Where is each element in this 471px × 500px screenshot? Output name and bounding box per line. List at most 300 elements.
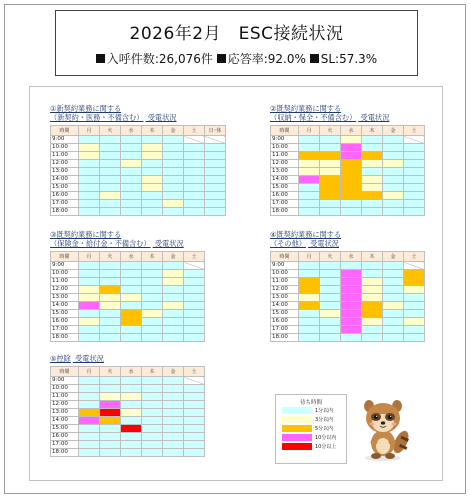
- wait-cell: [299, 318, 320, 326]
- wait-cell: [299, 208, 320, 216]
- wait-cell: [205, 208, 226, 216]
- time-cell: 13:00: [51, 409, 79, 417]
- section-deduction: [50, 354, 205, 457]
- column-header-day: 月: [79, 252, 100, 262]
- wait-cell: [79, 152, 100, 160]
- wait-cell: [100, 208, 121, 216]
- column-header-day: 土: [184, 126, 205, 136]
- wait-cell: [79, 318, 100, 326]
- time-cell: 17:00: [271, 200, 299, 208]
- table-row: [51, 377, 205, 385]
- wait-cell: [362, 144, 383, 152]
- table-row: [51, 302, 205, 310]
- wait-cell: [79, 409, 100, 417]
- wait-cell: [341, 310, 362, 318]
- wait-cell: [163, 449, 184, 457]
- legend-label: 1分以内: [315, 408, 334, 414]
- wait-cell: [299, 294, 320, 302]
- wait-cell: [163, 192, 184, 200]
- wait-cell: [404, 294, 425, 302]
- wait-cell: [383, 318, 404, 326]
- section-existing-other: [270, 230, 425, 342]
- wait-cell: [142, 176, 163, 184]
- section-title: （収納・保全・不備含む） 受電状況: [270, 113, 390, 122]
- wait-cell: [142, 278, 163, 286]
- wait-cell: [299, 160, 320, 168]
- wait-cell: [142, 200, 163, 208]
- wait-cell: [299, 310, 320, 318]
- wait-cell: [100, 449, 121, 457]
- wait-cell: [163, 286, 184, 294]
- wait-cell: [299, 278, 320, 286]
- legend-item: [282, 415, 346, 424]
- wait-cell: [362, 286, 383, 294]
- time-cell: 15:00: [271, 310, 299, 318]
- wait-cell: [184, 433, 205, 441]
- wait-cell: [100, 409, 121, 417]
- wait-cell: [100, 192, 121, 200]
- wait-cell: [163, 152, 184, 160]
- wait-cell: [341, 208, 362, 216]
- wait-cell: [299, 176, 320, 184]
- wait-cell: [142, 433, 163, 441]
- wait-cell: [299, 152, 320, 160]
- table-row: [51, 318, 205, 326]
- wait-cell: [320, 144, 341, 152]
- column-header-day: 金: [163, 252, 184, 262]
- wait-cell: [362, 310, 383, 318]
- wait-cell: [142, 385, 163, 393]
- wait-cell: [205, 136, 226, 144]
- legend-title: 待ち時間: [299, 400, 322, 406]
- table-row: [51, 393, 205, 401]
- wait-cell: [100, 377, 121, 385]
- wait-cell: [163, 433, 184, 441]
- column-header-day: 火: [100, 126, 121, 136]
- legend-swatch: [282, 443, 312, 450]
- wait-cell: [320, 262, 341, 270]
- column-header-day: 木: [142, 367, 163, 377]
- legend-item: [282, 442, 346, 451]
- wait-cell: [142, 393, 163, 401]
- wait-cell: [79, 425, 100, 433]
- wait-cell: [383, 192, 404, 200]
- wait-cell: [404, 160, 425, 168]
- time-cell: 13:00: [271, 168, 299, 176]
- wait-cell: [79, 200, 100, 208]
- time-cell: 15:00: [51, 425, 79, 433]
- wait-cell: [383, 294, 404, 302]
- wait-cell: [121, 286, 142, 294]
- wait-cell: [341, 160, 362, 168]
- column-header-day: 火: [100, 252, 121, 262]
- wait-cell: [100, 176, 121, 184]
- column-header-day: 水: [121, 126, 142, 136]
- column-header-time: 時間: [271, 126, 299, 136]
- time-cell: 9:00: [51, 377, 79, 385]
- table-row: [271, 302, 425, 310]
- bullet-square-icon: [310, 54, 319, 63]
- time-cell: 16:00: [271, 318, 299, 326]
- wait-cell: [163, 160, 184, 168]
- wait-cell: [205, 192, 226, 200]
- wait-cell: [362, 136, 383, 144]
- wait-cell: [383, 278, 404, 286]
- time-cell: 18:00: [51, 208, 79, 216]
- table-row: [51, 425, 205, 433]
- wait-cell: [100, 310, 121, 318]
- wait-cell: [79, 136, 100, 144]
- wait-cell: [184, 310, 205, 318]
- wait-cell: [121, 144, 142, 152]
- wait-cell: [184, 385, 205, 393]
- heatmap-table: [270, 125, 425, 216]
- wait-cell: [184, 144, 205, 152]
- table-row: [51, 200, 226, 208]
- heatmap-table: [50, 125, 226, 216]
- table-row: [271, 286, 425, 294]
- table-row: [271, 278, 425, 286]
- wait-cell: [404, 310, 425, 318]
- wait-cell: [121, 310, 142, 318]
- raccoon-mascot-icon: [355, 398, 411, 462]
- column-header-day: 月: [299, 126, 320, 136]
- column-header-day: 土: [184, 252, 205, 262]
- wait-cell: [341, 184, 362, 192]
- wait-cell: [79, 176, 100, 184]
- wait-cell: [121, 160, 142, 168]
- wait-cell: [100, 385, 121, 393]
- column-header-day: 木: [142, 252, 163, 262]
- time-cell: 15:00: [51, 184, 79, 192]
- time-cell: 12:00: [51, 160, 79, 168]
- wait-cell: [404, 152, 425, 160]
- wait-cell: [320, 160, 341, 168]
- time-cell: 12:00: [51, 286, 79, 294]
- time-cell: 11:00: [271, 278, 299, 286]
- section-title: ⑤控除 受電状況: [50, 354, 104, 363]
- wait-cell: [121, 136, 142, 144]
- table-row: [51, 278, 205, 286]
- page-title: 2026年2月 ESC接続状況: [129, 24, 344, 44]
- time-cell: 13:00: [51, 294, 79, 302]
- wait-cell: [121, 278, 142, 286]
- legend-label: 3分以内: [315, 417, 334, 423]
- wait-cell: [121, 449, 142, 457]
- table-row: [51, 417, 205, 425]
- wait-cell: [142, 310, 163, 318]
- wait-cell: [100, 152, 121, 160]
- wait-cell: [341, 326, 362, 334]
- wait-cell: [205, 168, 226, 176]
- wait-cell: [404, 208, 425, 216]
- wait-cell: [142, 409, 163, 417]
- wait-cell: [184, 449, 205, 457]
- wait-cell: [320, 168, 341, 176]
- wait-cell: [320, 184, 341, 192]
- wait-cell: [121, 318, 142, 326]
- wait-cell: [320, 286, 341, 294]
- wait-cell: [184, 294, 205, 302]
- table-row: [51, 184, 226, 192]
- wait-cell: [299, 144, 320, 152]
- wait-cell: [142, 425, 163, 433]
- wait-cell: [341, 294, 362, 302]
- wait-cell: [383, 286, 404, 294]
- wait-cell: [142, 302, 163, 310]
- legend-swatch: [282, 434, 312, 441]
- section-existing-insurance: [50, 230, 205, 342]
- wait-cell: [362, 176, 383, 184]
- wait-cell: [299, 168, 320, 176]
- time-cell: 18:00: [271, 208, 299, 216]
- section-new-contract: [50, 104, 226, 216]
- wait-cell: [184, 192, 205, 200]
- heatmap-table: [50, 251, 205, 342]
- wait-cell: [362, 168, 383, 176]
- time-cell: 9:00: [51, 262, 79, 270]
- table-row: [51, 433, 205, 441]
- time-cell: 13:00: [51, 168, 79, 176]
- wait-cell: [79, 377, 100, 385]
- wait-cell: [341, 192, 362, 200]
- section-title: （保険金・給付金・不備含む） 受電状況: [50, 239, 184, 248]
- table-row: [51, 208, 226, 216]
- time-cell: 16:00: [51, 192, 79, 200]
- wait-cell: [383, 200, 404, 208]
- legend-item: [282, 433, 346, 442]
- wait-cell: [404, 168, 425, 176]
- wait-cell: [383, 334, 404, 342]
- wait-cell: [320, 270, 341, 278]
- time-cell: 9:00: [51, 136, 79, 144]
- wait-cell: [121, 168, 142, 176]
- wait-cell: [142, 417, 163, 425]
- wait-cell: [100, 136, 121, 144]
- time-cell: 10:00: [271, 144, 299, 152]
- wait-cell: [184, 334, 205, 342]
- time-cell: 11:00: [51, 152, 79, 160]
- table-row: [51, 326, 205, 334]
- wait-cell: [383, 152, 404, 160]
- table-row: [271, 168, 425, 176]
- wait-cell: [205, 152, 226, 160]
- column-header-time: 時間: [51, 367, 79, 377]
- time-cell: 18:00: [51, 334, 79, 342]
- legend-label: 10分以内: [315, 435, 337, 441]
- stats-line: 入呼件数:26,076件 応答率:92.0% SL:57.3%: [56, 50, 417, 67]
- wait-cell: [205, 176, 226, 184]
- table-row: [51, 152, 226, 160]
- table-row: [51, 310, 205, 318]
- time-cell: 14:00: [51, 176, 79, 184]
- wait-cell: [184, 168, 205, 176]
- wait-cell: [383, 262, 404, 270]
- wait-cell: [404, 286, 425, 294]
- time-cell: 12:00: [271, 286, 299, 294]
- time-cell: 18:00: [51, 449, 79, 457]
- wait-cell: [341, 278, 362, 286]
- header-box: [55, 10, 418, 76]
- column-header-day: 金: [163, 126, 184, 136]
- wait-cell: [100, 433, 121, 441]
- time-cell: 15:00: [271, 184, 299, 192]
- wait-cell: [383, 136, 404, 144]
- wait-cell: [142, 262, 163, 270]
- section-title: （新契約・医務・不備含む） 受電状況: [50, 113, 177, 122]
- table-row: [271, 184, 425, 192]
- wait-cell: [184, 176, 205, 184]
- table-row: [51, 385, 205, 393]
- wait-cell: [184, 278, 205, 286]
- wait-cell: [121, 326, 142, 334]
- wait-cell: [100, 270, 121, 278]
- wait-cell: [404, 176, 425, 184]
- legend-label: 10分以上: [315, 444, 337, 450]
- wait-cell: [100, 184, 121, 192]
- time-cell: 13:00: [271, 294, 299, 302]
- table-row: [271, 318, 425, 326]
- wait-cell: [404, 334, 425, 342]
- wait-cell: [404, 326, 425, 334]
- column-header-time: 時間: [271, 252, 299, 262]
- column-header-day: 水: [121, 252, 142, 262]
- table-row: [271, 136, 425, 144]
- wait-cell: [163, 401, 184, 409]
- wait-cell: [341, 168, 362, 176]
- column-header-day: 金: [383, 126, 404, 136]
- time-cell: 12:00: [51, 401, 79, 409]
- wait-cell: [142, 377, 163, 385]
- time-cell: 11:00: [271, 152, 299, 160]
- wait-cell: [184, 152, 205, 160]
- wait-cell: [362, 208, 383, 216]
- wait-cell: [121, 152, 142, 160]
- wait-cell: [100, 262, 121, 270]
- wait-cell: [121, 409, 142, 417]
- time-cell: 16:00: [51, 433, 79, 441]
- heatmap-table: [270, 251, 425, 342]
- wait-cell: [341, 286, 362, 294]
- wait-cell: [79, 417, 100, 425]
- column-header-day: 水: [121, 367, 142, 377]
- column-header-day: 木: [362, 252, 383, 262]
- column-header-day: 金: [383, 252, 404, 262]
- wait-cell: [362, 278, 383, 286]
- wait-cell: [362, 160, 383, 168]
- wait-cell: [362, 326, 383, 334]
- table-row: [51, 334, 205, 342]
- wait-cell: [341, 144, 362, 152]
- wait-cell: [163, 302, 184, 310]
- wait-cell: [404, 192, 425, 200]
- wait-cell: [362, 184, 383, 192]
- table-row: [271, 176, 425, 184]
- time-cell: 14:00: [51, 302, 79, 310]
- wait-cell: [299, 200, 320, 208]
- wait-cell: [184, 184, 205, 192]
- wait-cell: [79, 385, 100, 393]
- wait-cell: [100, 393, 121, 401]
- wait-cell: [184, 208, 205, 216]
- wait-cell: [184, 262, 205, 270]
- wait-cell: [163, 262, 184, 270]
- wait-cell: [205, 200, 226, 208]
- wait-cell: [184, 425, 205, 433]
- time-cell: 16:00: [271, 192, 299, 200]
- wait-cell: [163, 270, 184, 278]
- wait-cell: [79, 302, 100, 310]
- wait-cell: [299, 184, 320, 192]
- time-cell: 12:00: [271, 160, 299, 168]
- wait-cell: [383, 168, 404, 176]
- wait-cell: [142, 334, 163, 342]
- wait-cell: [163, 278, 184, 286]
- time-cell: 9:00: [271, 136, 299, 144]
- wait-cell: [299, 334, 320, 342]
- wait-cell: [79, 184, 100, 192]
- wait-cell: [142, 401, 163, 409]
- wait-cell: [163, 144, 184, 152]
- wait-cell: [320, 334, 341, 342]
- wait-time-legend: [275, 394, 347, 464]
- wait-cell: [100, 334, 121, 342]
- wait-cell: [320, 302, 341, 310]
- table-row: [271, 326, 425, 334]
- wait-cell: [205, 184, 226, 192]
- table-row: [271, 160, 425, 168]
- column-header-day: 月: [299, 252, 320, 262]
- wait-cell: [79, 334, 100, 342]
- wait-cell: [163, 417, 184, 425]
- time-cell: 11:00: [51, 393, 79, 401]
- table-row: [51, 144, 226, 152]
- wait-cell: [404, 200, 425, 208]
- wait-cell: [362, 294, 383, 302]
- wait-cell: [100, 168, 121, 176]
- wait-cell: [299, 192, 320, 200]
- wait-cell: [163, 200, 184, 208]
- wait-cell: [184, 270, 205, 278]
- wait-cell: [100, 294, 121, 302]
- stat-value-answer-rate: 92.0%: [267, 52, 306, 66]
- wait-cell: [121, 393, 142, 401]
- wait-cell: [142, 318, 163, 326]
- wait-cell: [121, 200, 142, 208]
- wait-cell: [184, 417, 205, 425]
- table-row: [271, 270, 425, 278]
- table-row: [51, 176, 226, 184]
- table-row: [271, 262, 425, 270]
- wait-cell: [383, 208, 404, 216]
- wait-cell: [362, 152, 383, 160]
- wait-cell: [142, 160, 163, 168]
- wait-cell: [320, 208, 341, 216]
- wait-cell: [341, 200, 362, 208]
- wait-cell: [383, 176, 404, 184]
- wait-cell: [383, 270, 404, 278]
- wait-cell: [163, 441, 184, 449]
- time-cell: 17:00: [51, 326, 79, 334]
- table-row: [51, 449, 205, 457]
- legend-label: 5分以内: [315, 426, 334, 432]
- column-header-day: 木: [142, 126, 163, 136]
- wait-cell: [121, 208, 142, 216]
- wait-cell: [320, 318, 341, 326]
- wait-cell: [184, 302, 205, 310]
- table-row: [51, 262, 205, 270]
- wait-cell: [142, 286, 163, 294]
